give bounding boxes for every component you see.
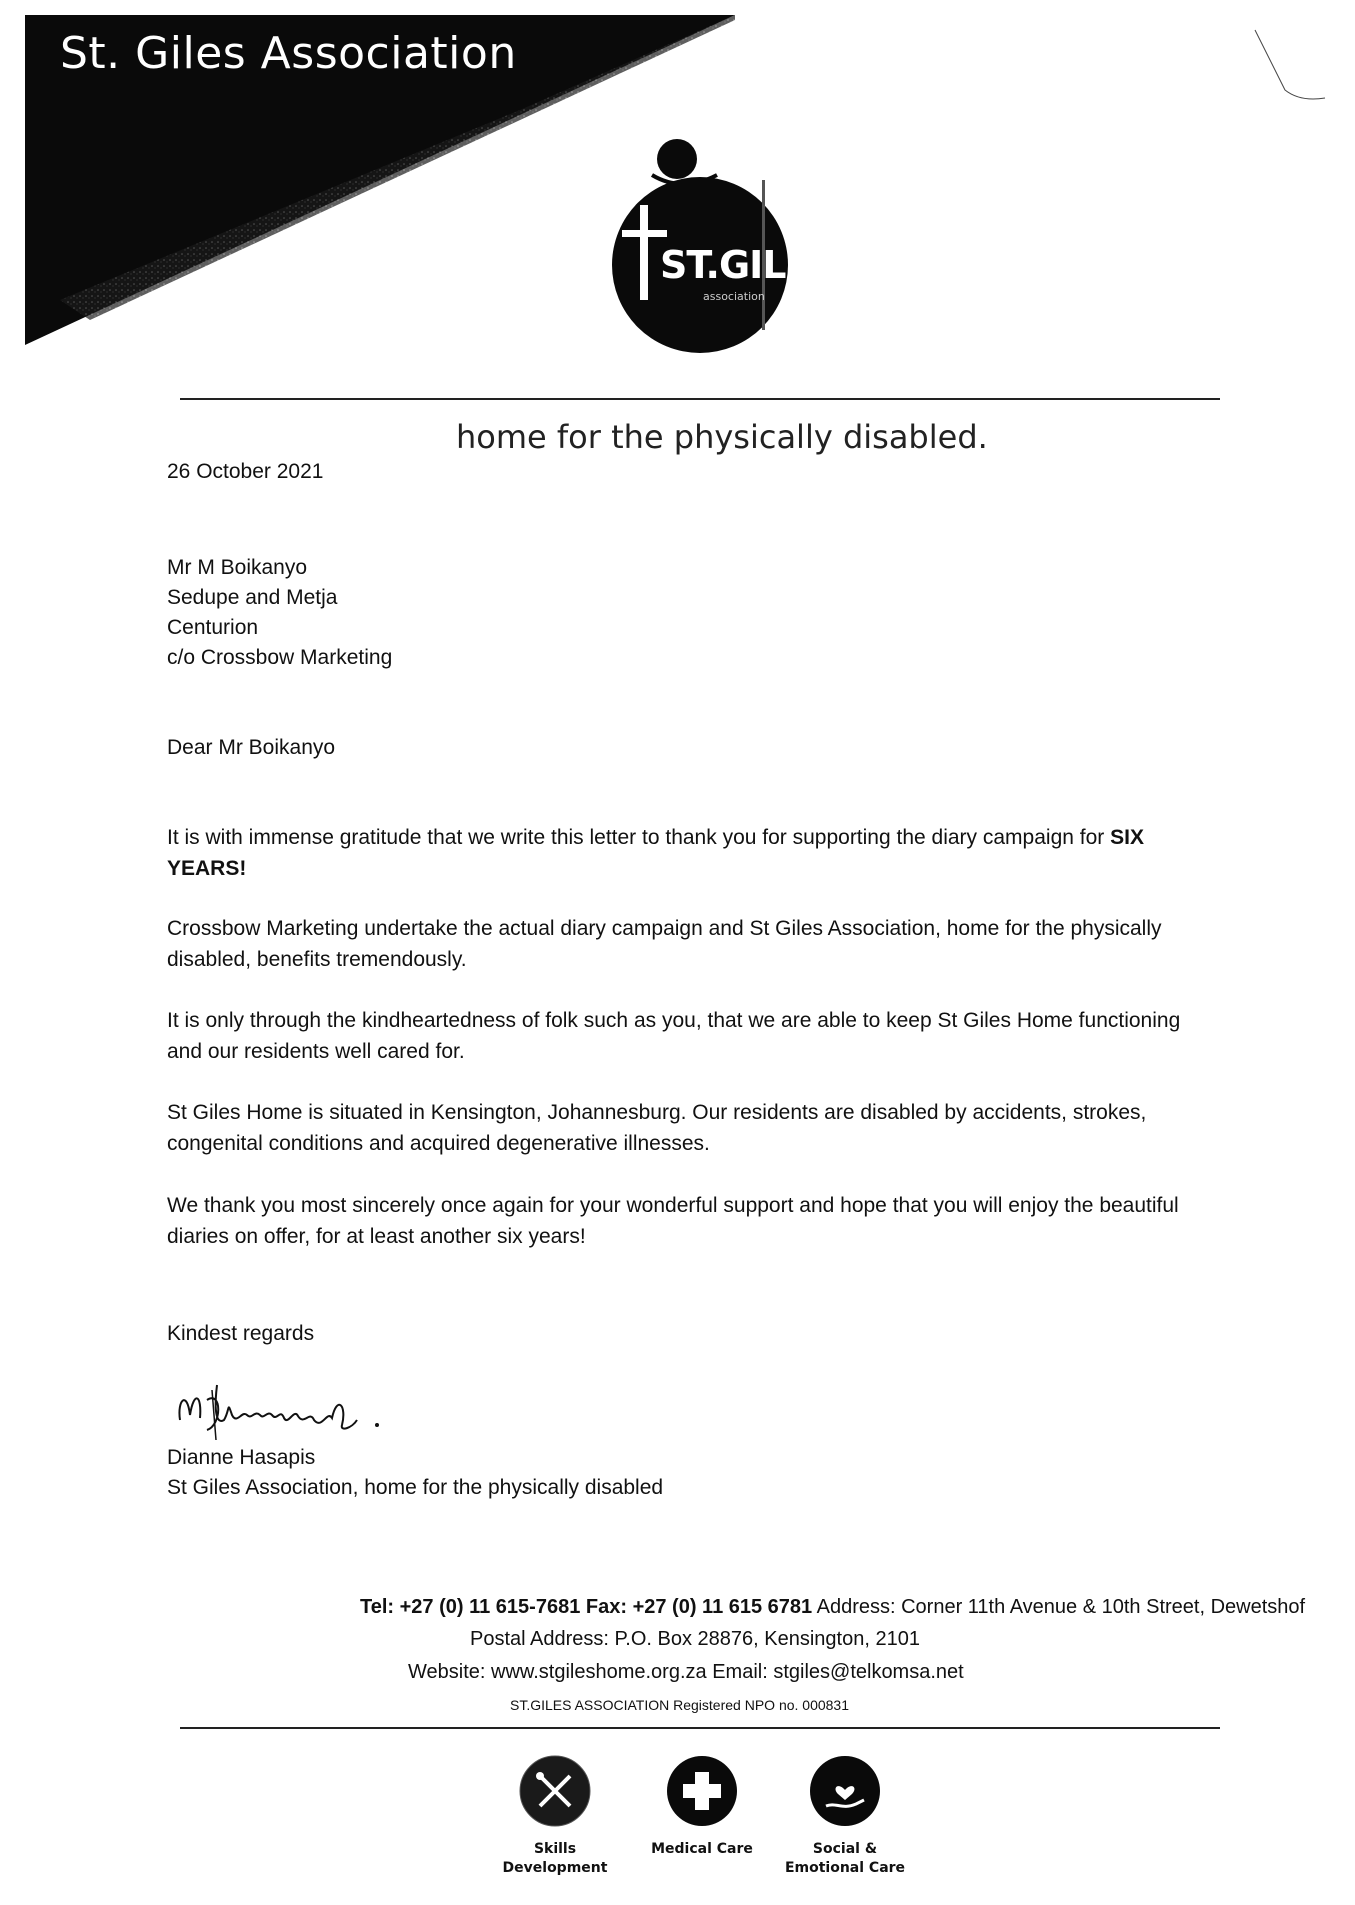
recipient-line: Sedupe and Metja bbox=[167, 586, 338, 609]
recipient-line: Centurion bbox=[167, 616, 259, 639]
footer-address: Address: Corner 11th Avenue & 10th Street, Dewetshof bbox=[812, 1596, 1306, 1618]
tagline: home for the physically disabled. bbox=[456, 418, 988, 456]
footer-contact bbox=[0, 1596, 1355, 1619]
recipient-address bbox=[167, 552, 392, 672]
paragraph-1 bbox=[167, 822, 1217, 884]
medical-cross-icon bbox=[665, 1754, 739, 1828]
scan-mark bbox=[1245, 20, 1345, 120]
footer-registration: ST.GILES ASSOCIATION Registered NPO no. 000831 bbox=[510, 1697, 850, 1713]
recipient-line: c/o Crossbow Marketing bbox=[167, 646, 393, 669]
paragraph-1-emphasis: SIX YEARS! bbox=[167, 826, 1144, 880]
salutation: Dear Mr Boikanyo bbox=[167, 736, 336, 759]
paragraph-5: We thank you most sincerely once again for your wonderful support and hope that you will enjoy the beautiful diaries on offer, for at least another six years! bbox=[167, 1194, 1179, 1248]
logo-text: ST.GILES bbox=[660, 243, 837, 287]
heart-hand-icon bbox=[808, 1754, 882, 1828]
paragraph-2: Crossbow Marketing undertake the actual diary campaign and St Giles Association, home for the physically disabled, benefits tremendously. bbox=[167, 917, 1162, 971]
service-label: Medical Care bbox=[651, 1841, 753, 1857]
paragraph-1-text: It is with immense gratitude that we write this letter to thank you for supporting the diary campaign for bbox=[167, 826, 1111, 849]
skills-icon bbox=[518, 1754, 592, 1828]
recipient-line: Mr M Boikanyo bbox=[167, 556, 308, 579]
signer-name: Dianne Hasapis bbox=[167, 1446, 316, 1469]
paragraph-4: St Giles Home is situated in Kensington, Johannesburg. Our residents are disabled by accidents, strokes, congenital conditions and acquired degenerative illnesses. bbox=[167, 1101, 1147, 1155]
letter-date: 26 October 2021 bbox=[167, 460, 324, 483]
header-title: St. Giles Association bbox=[60, 28, 517, 79]
footer-divider bbox=[180, 1727, 1220, 1729]
header-divider bbox=[180, 398, 1220, 400]
closing: Kindest regards bbox=[167, 1322, 315, 1345]
logo-subtext: association bbox=[703, 290, 765, 303]
paragraph-3: It is only through the kindheartedness of folk such as you, that we are able to keep St Giles Home functioning and our residents well cared for. bbox=[167, 1009, 1181, 1063]
footer-web-email: Website: www.stgileshome.org.za Email: stgiles@telkomsa.net bbox=[408, 1661, 964, 1683]
footer-postal: Postal Address: P.O. Box 28876, Kensington, 2101 bbox=[470, 1628, 920, 1650]
service-label: Skills Development bbox=[502, 1841, 608, 1876]
service-label: Social & Emotional Care bbox=[784, 1841, 906, 1876]
signer-organisation: St Giles Association, home for the physically disabled bbox=[167, 1476, 664, 1499]
footer-phone-fax: Tel: +27 (0) 11 615-7681 Fax: +27 (0) 11 615 6781 bbox=[360, 1596, 813, 1618]
handwritten-signature bbox=[172, 1370, 422, 1440]
signer-block bbox=[167, 1442, 663, 1502]
